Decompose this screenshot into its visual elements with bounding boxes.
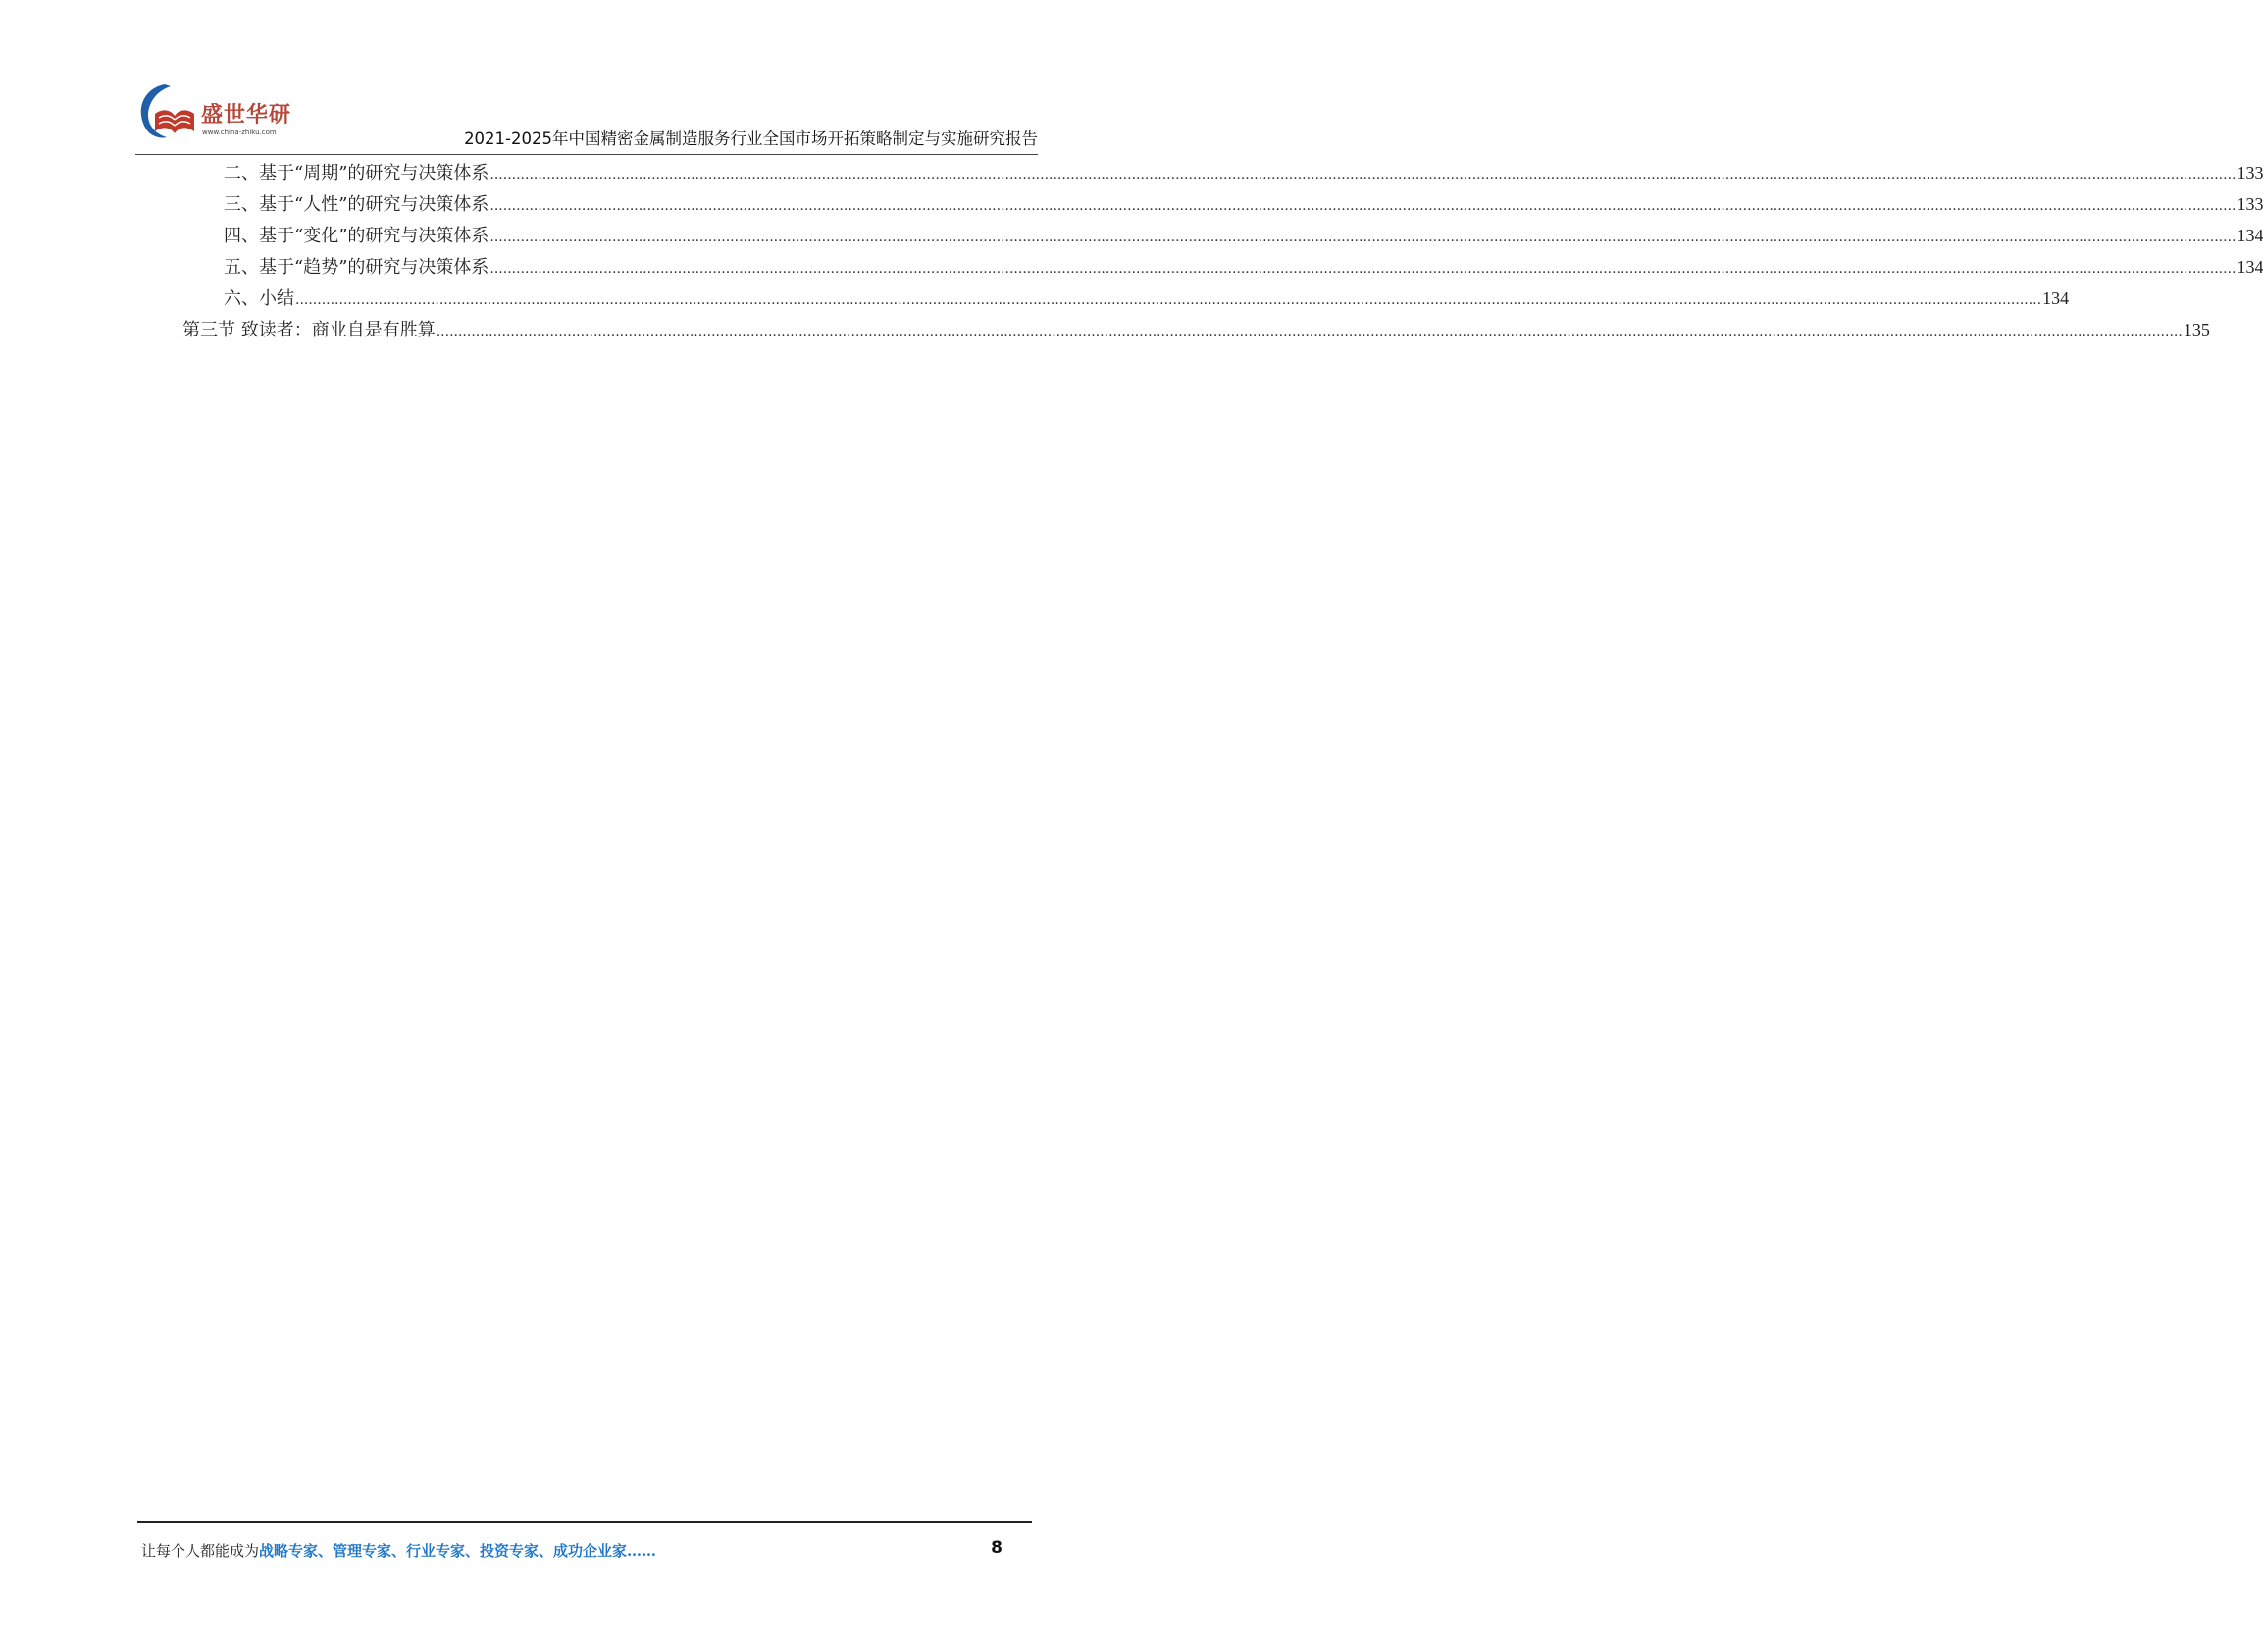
toc-entry-label: 六、小结: [224, 288, 294, 309]
toc-leader-dots: ................................................................................................................................................................................................................................................................................................................................................................................................................: [489, 230, 2237, 245]
toc-entry-label: 二、基于“周期”的研究与决策体系: [224, 163, 489, 183]
toc-entry-page: 133: [2237, 194, 2263, 214]
logo-url: www.china-zhiku.com: [202, 129, 277, 136]
toc-leader-dots: ................................................................................................................................................................................................................................................................................................................................................................................................................: [489, 167, 2237, 182]
toc-leader-dots: ................................................................................................................................................................................................................................................................................................................................................................................................................: [436, 324, 2183, 339]
report-title: 2021-2025年中国精密金属制造服务行业全国市场开拓策略制定与实施研究报告: [464, 129, 1038, 148]
toc-entry-label: 四、基于“变化”的研究与决策体系: [224, 226, 489, 246]
logo: [135, 78, 302, 147]
toc-entry-label: 五、基于“趋势”的研究与决策体系: [224, 257, 489, 278]
footer-slogan: [141, 1540, 656, 1561]
toc-entry[interactable]: [182, 157, 2263, 188]
header-divider: [135, 154, 1038, 155]
toc-leader-dots: ................................................................................................................................................................................................................................................................................................................................................................................................................: [489, 261, 2237, 277]
toc-entry[interactable]: [182, 220, 2263, 251]
toc-entry-page: 134: [2042, 288, 2070, 308]
footer-slogan-highlight: 战略专家、管理专家、行业专家、投资专家、成功企业家……: [259, 1542, 657, 1560]
toc-entry-label: 第三节 致读者：商业自是有胜算: [182, 320, 436, 340]
toc-entry-page: 133: [2237, 163, 2263, 182]
page-header: [135, 78, 1038, 157]
toc-entry[interactable]: [182, 188, 2263, 220]
toc-entry[interactable]: [182, 283, 2070, 314]
toc-entry-label: 三、基于“人性”的研究与决策体系: [224, 194, 489, 215]
logo-book-icon: [135, 78, 204, 147]
toc-entry[interactable]: [182, 314, 2210, 345]
logo-text: 盛世华研: [201, 103, 292, 128]
page-footer: [137, 1521, 1032, 1560]
footer-divider: [137, 1521, 1032, 1523]
toc-entry-page: 134: [2237, 257, 2263, 277]
toc-leader-dots: ................................................................................................................................................................................................................................................................................................................................................................................................................: [295, 292, 2042, 308]
table-of-contents: [182, 157, 2263, 345]
page-number: 8: [991, 1538, 1003, 1558]
toc-entry-page: 134: [2237, 226, 2263, 245]
toc-leader-dots: ................................................................................................................................................................................................................................................................................................................................................................................................................: [489, 198, 2237, 214]
footer-slogan-prefix: 让每个人都能成为: [141, 1542, 260, 1560]
toc-entry-page: 135: [2183, 320, 2210, 339]
toc-entry[interactable]: [182, 251, 2263, 283]
